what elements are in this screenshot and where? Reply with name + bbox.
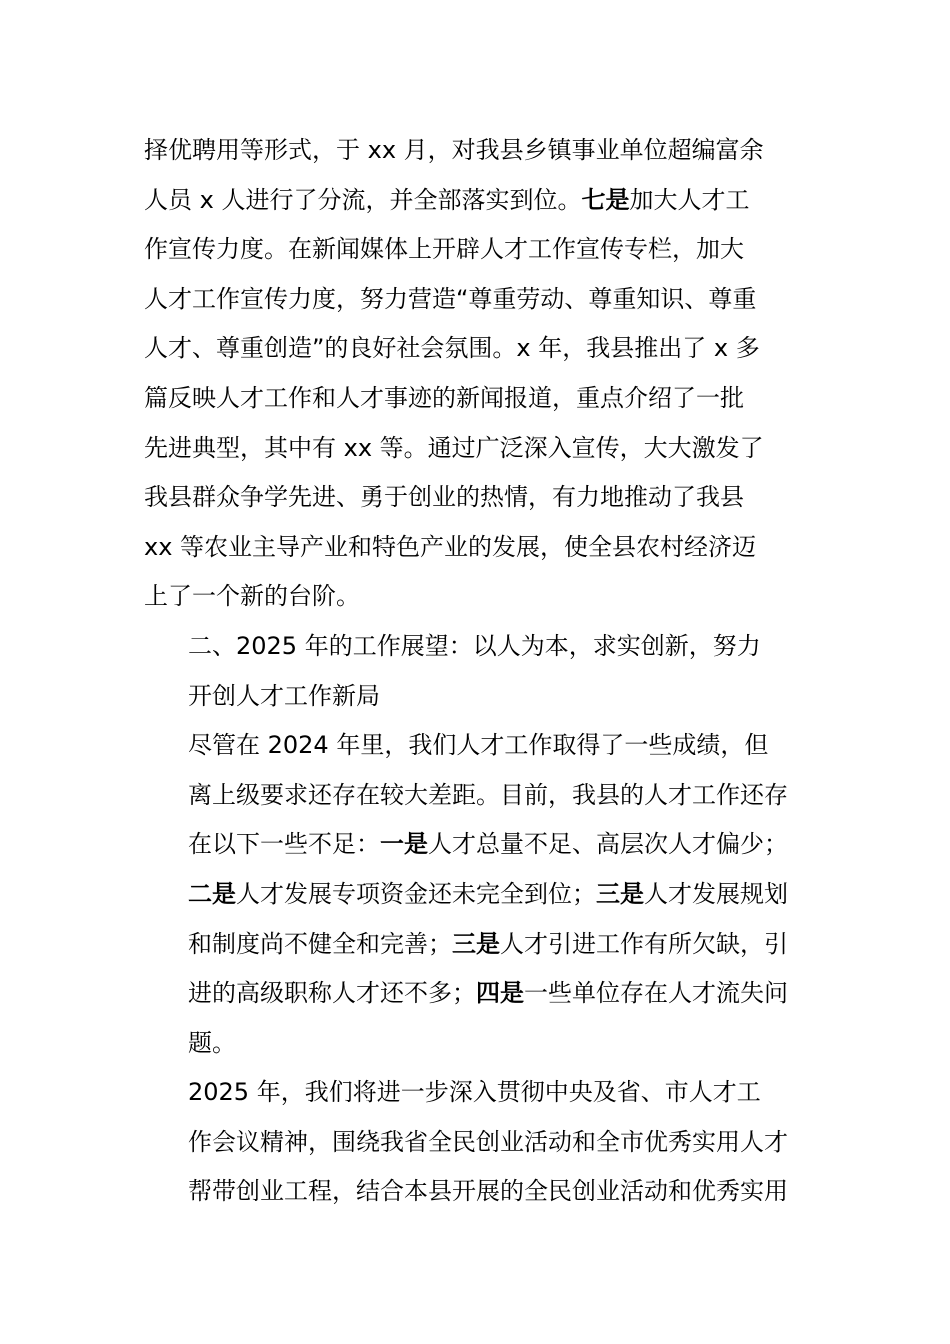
- text-line: [144, 920, 806, 970]
- text-run: 作宣传力度。在新闻媒体上开辟人才工作宣传专栏，加大: [144, 235, 744, 264]
- text-line: [144, 870, 806, 920]
- text-run: 离上级要求还存在较大差距。目前，我县的人才工作还存: [188, 780, 788, 809]
- text-run: 一些单位存在人才流失问: [524, 979, 788, 1008]
- text-line: [144, 1019, 806, 1069]
- text-line: [144, 820, 806, 870]
- text-run: 开创人才工作新局: [188, 681, 380, 710]
- text-run: 2025 年，我们将进一步深入贯彻中央及省、市人才工: [188, 1078, 761, 1107]
- text-run: 人才引进工作有所欠缺，引: [500, 929, 788, 958]
- text-line: [144, 622, 806, 672]
- text-line: [144, 672, 806, 722]
- text-run: 在以下一些不足：: [188, 830, 380, 859]
- text-run: 择优聘用等形式，于 xx 月，对我县乡镇事业单位超编富余: [144, 136, 764, 164]
- text-line: [144, 1118, 806, 1168]
- text-run: 人才、尊重创造”的良好社会氛围。x 年，我县推出了 x 多: [144, 334, 760, 363]
- text-line: [144, 969, 806, 1019]
- text-run: 加大人才工: [629, 185, 750, 214]
- text-line: [144, 771, 806, 821]
- text-run: 人员 x 人进行了分流，并全部落实到位。: [144, 185, 582, 214]
- text-line: [144, 721, 806, 771]
- document-body: [144, 126, 806, 1217]
- text-run: 人才总量不足、高层次人才偏少；: [428, 830, 788, 859]
- text-line: [144, 176, 806, 226]
- text-line: [144, 225, 806, 275]
- text-line: [144, 126, 806, 176]
- text-run: 先进典型，其中有 xx 等。通过广泛深入宣传，大大激发了: [144, 433, 764, 462]
- paragraph-2025-plan: [144, 1068, 806, 1217]
- text-line: [144, 374, 806, 424]
- text-run: xx 等农业主导产业和特色产业的发展，使全县农村经济迈: [144, 532, 757, 561]
- text-run: 上了一个新的台阶。: [144, 582, 360, 611]
- text-run: 进的高级职称人才还不多；: [188, 979, 476, 1008]
- text-line: [144, 424, 806, 474]
- text-run: 和制度尚不健全和完善；: [188, 929, 452, 958]
- bold-keyword: 四是: [476, 979, 524, 1008]
- text-line: [144, 572, 806, 622]
- bold-keyword: 三是: [452, 929, 500, 958]
- bold-keyword: 一是: [380, 830, 428, 859]
- text-line: [144, 324, 806, 374]
- bold-keyword: 三是: [596, 879, 644, 908]
- text-line: [144, 1068, 806, 1118]
- bold-keyword: 七是: [581, 185, 630, 214]
- text-run: 我县群众争学先进、勇于创业的热情，有力地推动了我县: [144, 483, 744, 512]
- text-line: [144, 473, 806, 523]
- text-run: 尽管在 2024 年里，我们人才工作取得了一些成绩，但: [188, 731, 769, 760]
- text-line: [144, 1167, 806, 1217]
- text-line: [144, 523, 806, 573]
- text-run: 题。: [188, 1028, 236, 1057]
- text-run: 帮带创业工程，结合本县开展的全民创业活动和优秀实用: [188, 1177, 788, 1206]
- text-run: 篇反映人才工作和人才事迹的新闻报道，重点介绍了一批: [144, 383, 744, 412]
- text-run: 二、2025 年的工作展望：以人为本，求实创新，努力: [188, 631, 761, 660]
- text-run: 人才发展规划: [644, 879, 788, 908]
- paragraph-shortcomings: [144, 721, 806, 1068]
- text-run: 作会议精神，围绕我省全民创业活动和全市优秀实用人才: [188, 1127, 788, 1156]
- paragraph-talent-publicity: [144, 126, 806, 622]
- section-heading-2025-outlook: [144, 622, 806, 721]
- text-run: 人才发展专项资金还未完全到位；: [236, 879, 596, 908]
- text-run: 人才工作宣传力度，努力营造“尊重劳动、尊重知识、尊重: [144, 284, 757, 313]
- bold-keyword: 二是: [188, 879, 236, 908]
- text-line: [144, 275, 806, 325]
